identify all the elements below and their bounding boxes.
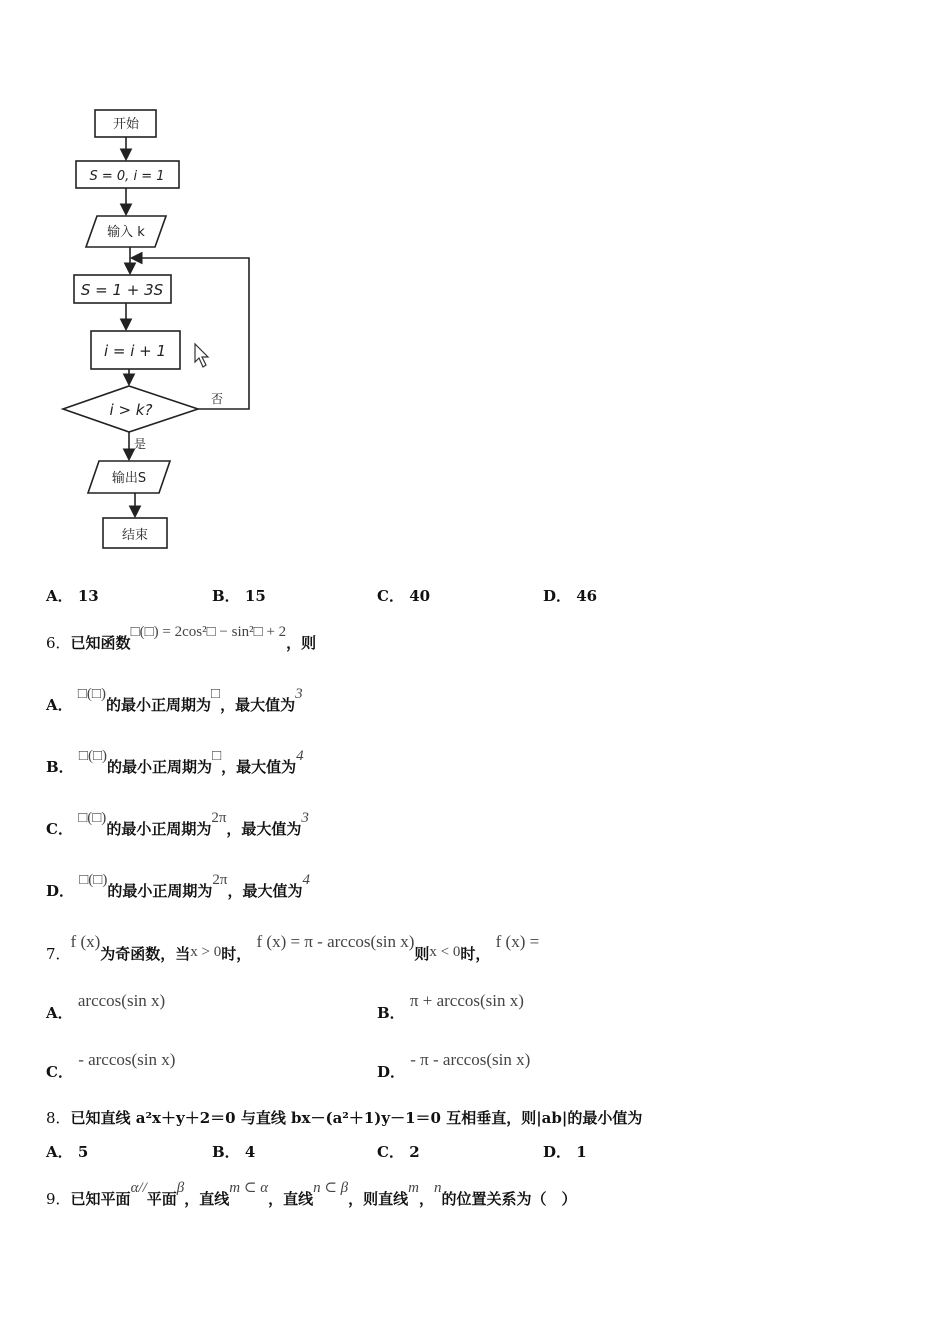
- q7-option-b: B． π + arccos(sin x): [377, 991, 524, 1022]
- condition-label: i > k?: [109, 401, 153, 419]
- q5-option-c: C． 40: [377, 587, 431, 605]
- q8-option-d: D． 1: [543, 1143, 587, 1161]
- question-8: 8．已知直线 a²x＋y＋2＝0 与直线 bx－(a²＋1)y－1＝0 互相垂直，则|ab|的最小值为: [46, 1109, 643, 1127]
- init-label: S = 0, i = 1: [89, 169, 165, 184]
- question-6: 6．已知函数□(□) = 2cos²□ − sin²□ + 2，则: [46, 624, 317, 652]
- q6-formula: □(□) = 2cos²□ − sin²□ + 2: [130, 624, 287, 640]
- q7-option-a: A． arccos(sin x): [46, 991, 166, 1022]
- start-label: 开始: [112, 117, 140, 132]
- cursor-icon: [195, 344, 208, 367]
- q5-option-d: D． 46: [543, 587, 598, 605]
- input-label: 输入 k: [107, 225, 145, 240]
- q6-option-b: B． □(□)的最小正周期为□，最大值为4: [46, 748, 304, 776]
- q8-option-c: C． 2: [377, 1143, 420, 1161]
- q7-option-c: C． - arccos(sin x): [46, 1050, 176, 1081]
- output-label: 输出S: [111, 471, 147, 486]
- yes-label: 是: [133, 437, 147, 451]
- question-9: 9．已知平面α//平面β，直线m ⊂ α，直线n ⊂ β，则直线m，n的位置关系为（ ）: [46, 1180, 577, 1208]
- flowchart: [55, 100, 275, 560]
- no-label: 否: [210, 392, 224, 406]
- q6-option-c: C． □(□)的最小正周期为2π，最大值为3: [46, 810, 309, 838]
- q8-option-a: A． 5: [46, 1143, 89, 1161]
- s-assign-label: S = 1 + 3S: [80, 281, 164, 299]
- end-label: 结束: [121, 528, 149, 543]
- q5-option-b: B． 15: [212, 587, 266, 605]
- q5-option-a: A． 13: [46, 587, 99, 605]
- q6-option-a: A． □(□)的最小正周期为□，最大值为3: [46, 686, 303, 714]
- q8-option-b: B． 4: [212, 1143, 256, 1161]
- i-assign-label: i = i + 1: [103, 342, 167, 360]
- q7-option-d: D． - π - arccos(sin x): [377, 1050, 531, 1081]
- q6-option-d: D． □(□)的最小正周期为2π，最大值为4: [46, 872, 310, 900]
- question-7: 7．f (x)为奇函数，当x > 0时， f (x) = π - arccos(sin x)则x < 0时， f (x) =: [46, 932, 540, 963]
